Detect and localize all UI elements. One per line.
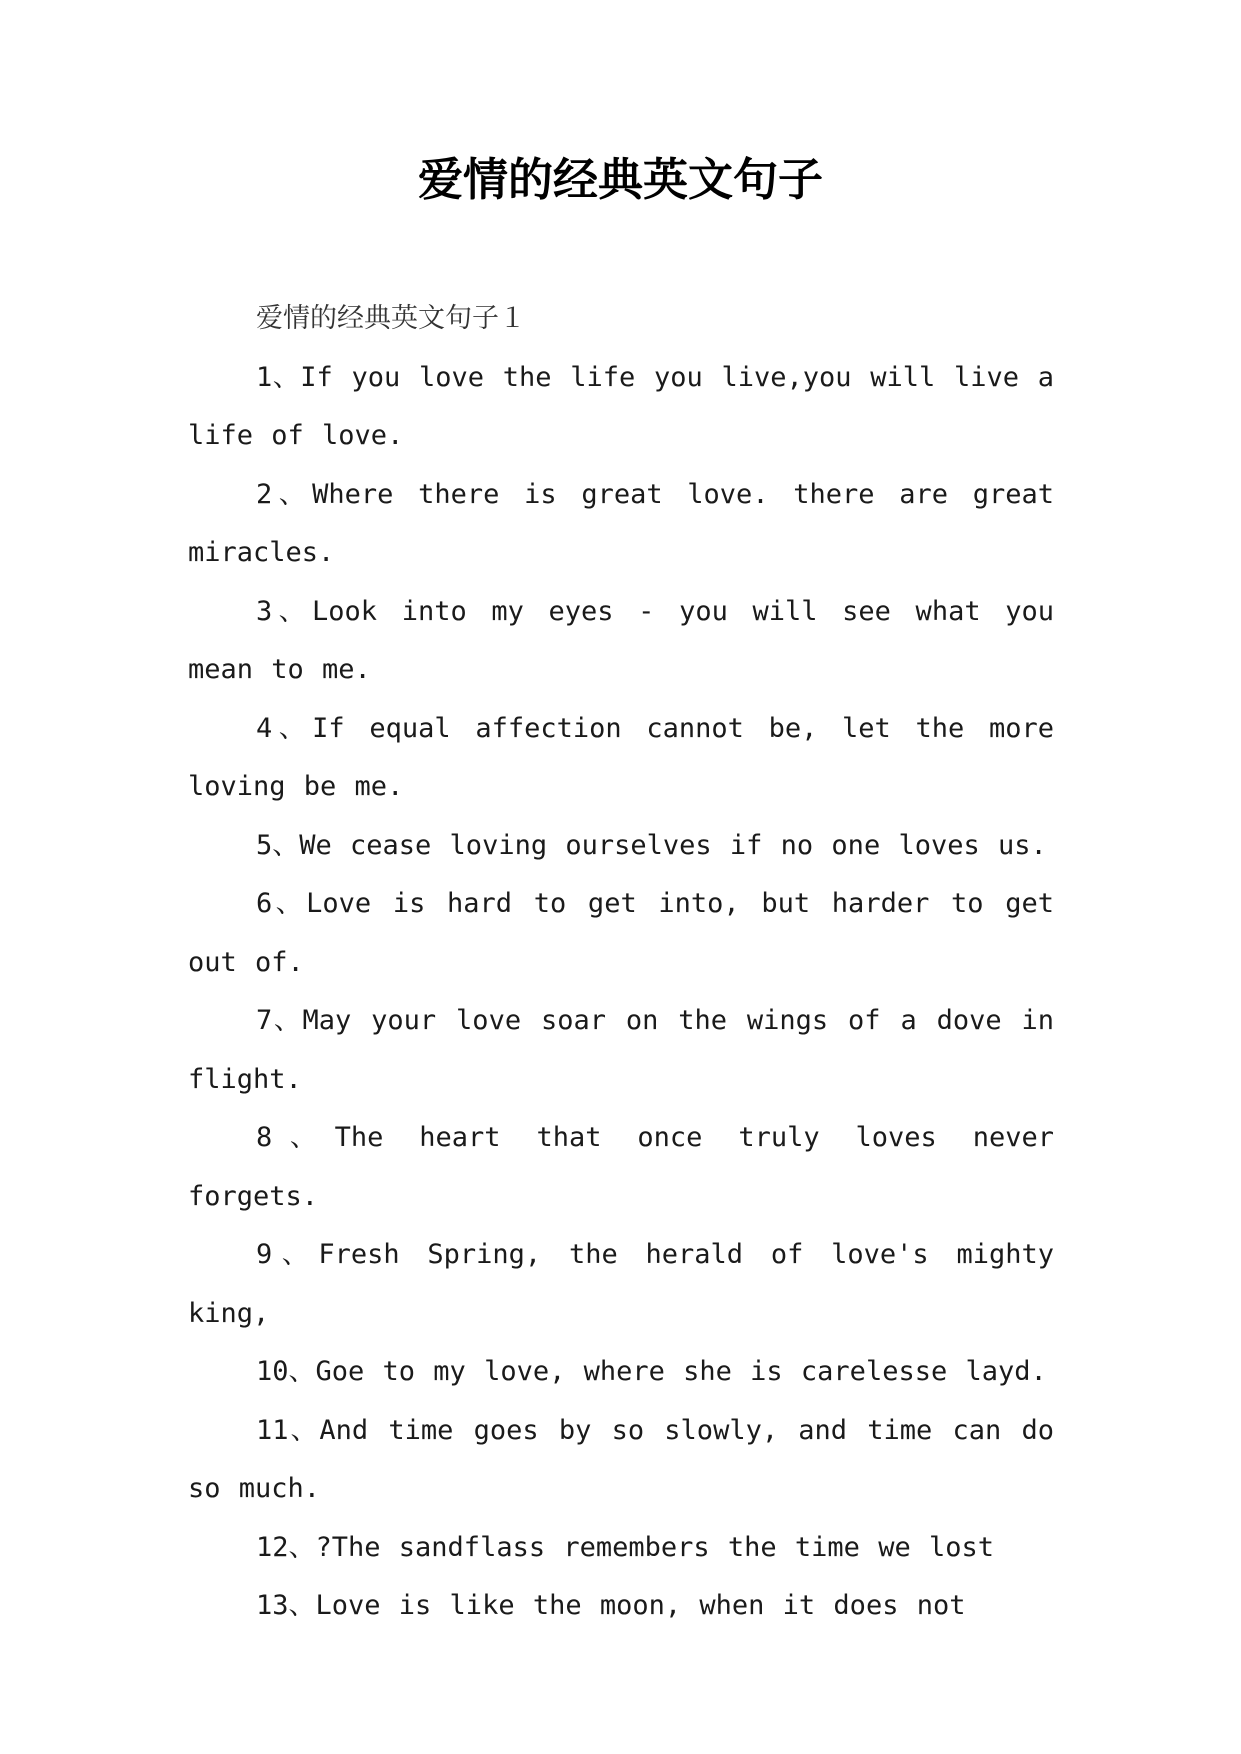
- quote-item-5: 5、We cease loving ourselves if no one loves us.: [256, 829, 1047, 861]
- quote-item-9: 9、Fresh Spring, the herald of love's mighty king,: [188, 1239, 1054, 1329]
- quote-item-4: 4、If equal affection cannot be, let the more loving be me.: [188, 712, 1054, 802]
- document-title: 爱情的经典英文句子: [417, 153, 823, 206]
- quote-item-1: 1、If you love the life you live,you will live a life of love.: [188, 361, 1054, 451]
- quote-item-11: 11、And time goes by so slowly, and time can do so much.: [188, 1414, 1054, 1504]
- quote-item-10: 10、Goe to my love, where she is carelesse layd.: [256, 1356, 1047, 1387]
- quote-item-6: 6、Love is hard to get into, but harder to get out of.: [188, 888, 1054, 978]
- quote-item-12: 12、?The sandflass remembers the time we lost: [256, 1531, 994, 1563]
- document-body: [188, 290, 1054, 1636]
- quote-item-2: 2、Where there is great love. there are great miracles.: [188, 478, 1054, 568]
- quote-item-3: 3、Look into my eyes - you will see what you mean to me.: [188, 595, 1054, 685]
- quote-item-8: 8、The heart that once truly loves never forgets.: [188, 1122, 1054, 1212]
- quote-item-13: 13、Love is like the moon, when it does not: [256, 1590, 966, 1621]
- quote-item-7: 7、May your love soar on the wings of a dove in flight.: [188, 1005, 1054, 1095]
- section-heading: 爱情的经典英文句子１: [256, 303, 526, 334]
